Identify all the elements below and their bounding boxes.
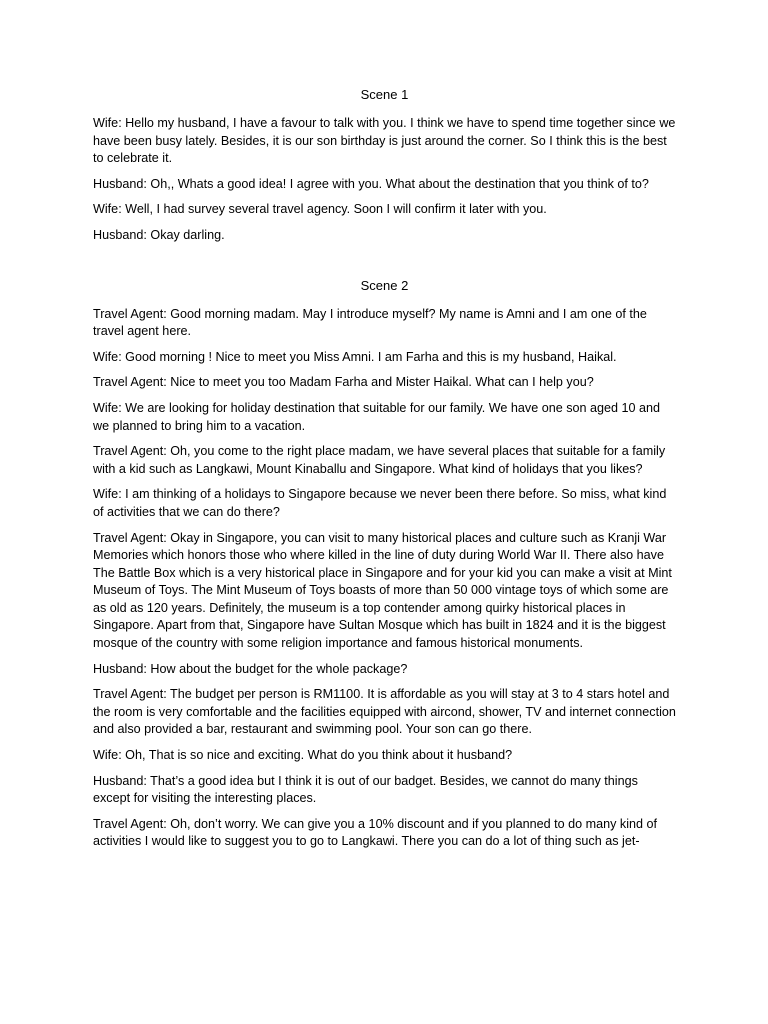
scene-title: Scene 2 bbox=[360, 277, 409, 293]
dialogue-line: Travel Agent: Oh, don’t worry. We can give you a 10% discount and if you planned to do many kind of activities I would like to suggest you to go to Langkawi. There you can do a lot of thing such as jet- bbox=[93, 816, 658, 849]
dialogue-line: Husband: Oh,, Whats a good idea! I agree with you. What about the destination that you think of to? bbox=[93, 176, 649, 191]
dialogue-line: Wife: I am thinking of a holidays to Singapore because we never been there before. So miss, what kind of activities that we can do there? bbox=[93, 487, 667, 519]
dialogue-line: Husband: That’s a good idea but I think it is out of our badget. Besides, we cannot do many things except for visiting the interesting places. bbox=[93, 773, 638, 806]
scene-title: Scene 1 bbox=[360, 87, 409, 102]
dialogue-line: Travel Agent: Okay in Singapore, you can visit to many historical places and culture such as Kranji War Memories which honors those who where killed in the line of duty during World War II. There also have The Battle Box which is a very historical place in Singapore and for your kid you can make a visit at Mint Museum of Toys. The Mint Museum of Toys boasts of more than 50 000 vintage toys of which some are as old as 120 years. Definitely, the museum is a top contender among quirky historical places in Singapore. Apart from that, Singapore have Sultan Mosque which has built in 1824 and it is the biggest mosque of the country with some religion importance and famous historical monuments. bbox=[93, 530, 672, 651]
dialogue-line: Wife: Good morning ! Nice to meet you Miss Amni. I am Farha and this is my husband, Haikal. bbox=[93, 349, 617, 364]
dialogue-line: Wife: Oh, That is so nice and exciting. What do you think about it husband? bbox=[93, 748, 513, 763]
dialogue-line: Travel Agent: The budget per person is RM1100. It is affordable as you will stay at 3 to 4 stars hotel and the room is very comfortable and the facilities equipped with aircond, shower, TV and internet connection and also provided a bar, restaurant and swimming pool. Your son can go there. bbox=[93, 687, 676, 737]
dialogue-line: Husband: How about the budget for the whole package? bbox=[93, 661, 408, 676]
dialogue-line: Wife: Well, I had survey several travel agency. Soon I will confirm it later with you. bbox=[93, 202, 547, 217]
dialogue-line: Husband: Okay darling. bbox=[93, 227, 225, 242]
scene-1 bbox=[93, 86, 676, 245]
scene-2 bbox=[93, 277, 676, 851]
dialogue-line: Travel Agent: Oh, you come to the right place madam, we have several places that suitable for a family with a kid such as Langkawi, Mount Kinaballu and Singapore. What kind of holidays that you likes? bbox=[93, 444, 666, 476]
dialogue-line: Travel Agent: Good morning madam. May I introduce myself? My name is Amni and I am one of the travel agent here. bbox=[93, 306, 647, 339]
dialogue-line: Wife: We are looking for holiday destination that suitable for our family. We have one son aged 10 and we planned to bring him to a vacation. bbox=[93, 400, 661, 433]
dialogue-line: Wife: Hello my husband, I have a favour to talk with you. I think we have to spend time together since we have been busy lately. Besides, it is our son birthday is just around the corner. So I think this is the best to celebrate it. bbox=[93, 116, 676, 166]
dialogue-line: Travel Agent: Nice to meet you too Madam Farha and Mister Haikal. What can I help you? bbox=[93, 375, 594, 390]
